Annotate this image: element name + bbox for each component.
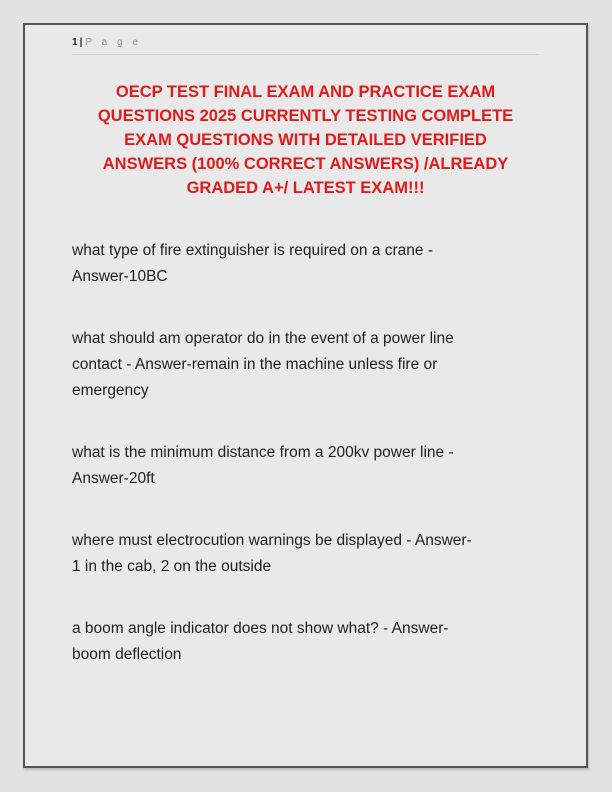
header-separator: | — [79, 37, 83, 48]
title-line: ANSWERS (100% CORRECT ANSWERS) /ALREADY — [102, 155, 509, 173]
document-page — [23, 23, 588, 768]
title-line: QUESTIONS 2025 CURRENTLY TESTING COMPLETE — [97, 107, 514, 125]
qa-line: Answer-10BC — [72, 268, 168, 285]
qa-paragraph — [72, 440, 539, 492]
qa-line: where must electrocution warnings be displayed - Answer- — [72, 532, 472, 549]
qa-line: contact - Answer-remain in the machine unless fire or — [72, 356, 438, 373]
qa-paragraph — [72, 528, 539, 580]
qa-line: what should am operator do in the event of a power line — [72, 330, 454, 347]
qa-line: a boom angle indicator does not show what? - Answer- — [72, 620, 449, 637]
title-line: OECP TEST FINAL EXAM AND PRACTICE EXAM — [115, 83, 496, 101]
qa-paragraph — [72, 326, 539, 404]
page-label: P a g e — [85, 37, 142, 48]
page-header — [72, 37, 539, 55]
qa-line: boom deflection — [72, 646, 182, 663]
title-line: GRADED A+/ LATEST EXAM!!! — [186, 179, 425, 197]
qa-line: Answer-20ft — [72, 470, 155, 487]
qa-paragraph — [72, 616, 539, 668]
qa-line: emergency — [72, 382, 149, 399]
qa-paragraph — [72, 238, 539, 290]
qa-line: 1 in the cab, 2 on the outside — [72, 558, 272, 575]
qa-line: what is the minimum distance from a 200kv power line - — [72, 444, 454, 461]
qa-line: what type of fire extinguisher is required on a crane - — [72, 242, 433, 259]
title-line: EXAM QUESTIONS WITH DETAILED VERIFIED — [124, 131, 487, 149]
document-title — [45, 80, 566, 200]
page-number: 1 — [72, 37, 78, 48]
